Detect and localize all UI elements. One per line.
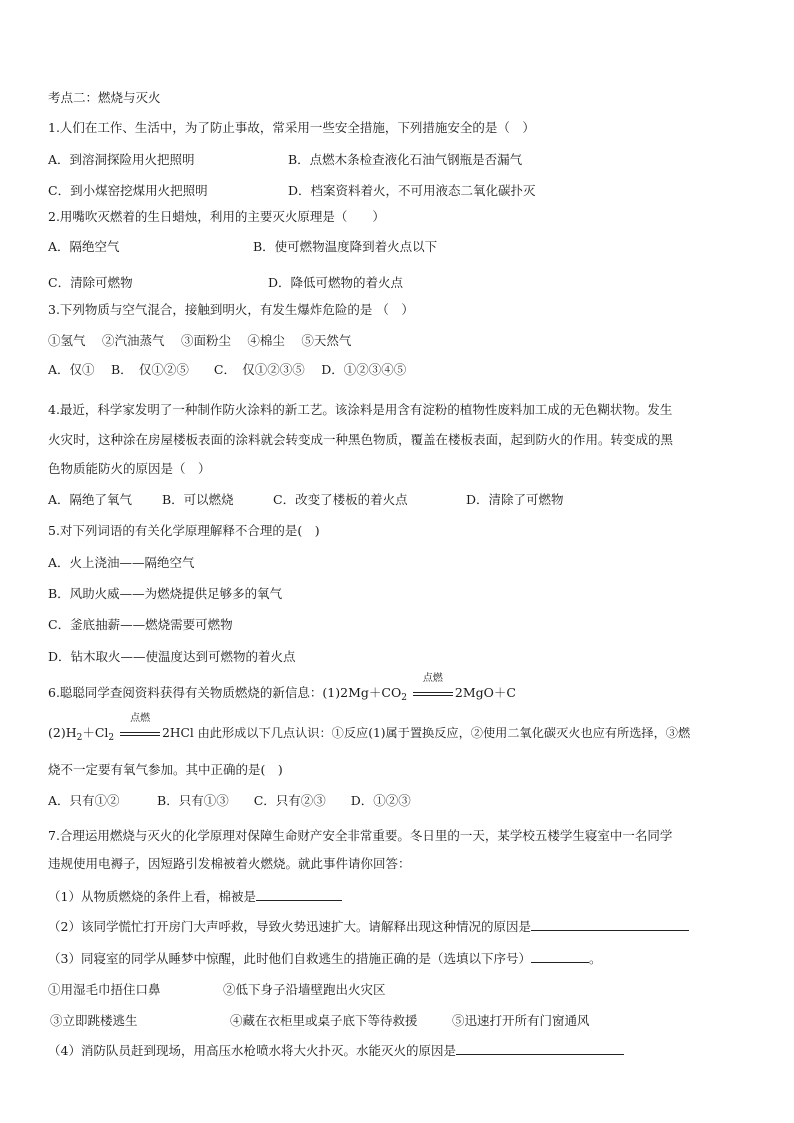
- question-7-part-3-text: （3）同寝室的同学从睡梦中惊醒，此时他们自救逃生的措施正确的是（选填以下序号）: [48, 951, 531, 966]
- question-2-option-b: B．使可燃物温度降到着火点以下: [253, 239, 438, 254]
- question-5-stem: 5.对下列词语的有关化学原理解释不合理的是( ): [48, 523, 320, 538]
- question-3-stem: 3.下列物质与空气混合，接触到明火，有发生爆炸危险的是 （ ）: [48, 302, 414, 317]
- equation-2-h: (2)H: [48, 725, 77, 740]
- question-7-option-4: ④藏在衣柜里或桌子底下等待救援: [230, 1013, 418, 1028]
- question-4-line-1: 4.最近，科学家发明了一种制作防火涂料的新工艺。该涂料是用含有淀粉的植物性废料加工成的无色糊状物。发生: [48, 402, 673, 417]
- question-1-option-c: C．到小煤窑挖煤用火把照明: [48, 183, 208, 198]
- question-5-option-b: B．风助火威——为燃烧提供足够多的氧气: [48, 586, 283, 601]
- answer-blank-3[interactable]: [531, 950, 589, 963]
- question-7-line-1: 7.合理运用燃烧与灭火的化学原理对保障生命财产安全非常重要。冬日里的一天，某学校五楼学生寝室中一名同学: [48, 828, 673, 843]
- question-4-option-b: B．可以燃烧: [162, 492, 234, 507]
- question-5-option-c: C．釜底抽薪——燃烧需要可燃物: [48, 617, 233, 632]
- question-2-stem: 2.用嘴吹灭燃着的生日蜡烛，利用的主要灭火原理是（ ）: [48, 209, 385, 224]
- question-2-option-c: C．清除可燃物: [48, 275, 133, 290]
- question-1-stem: 1.人们在工作、生活中，为了防止事故，常采用一些安全措施，下列措施安全的是（ ）: [48, 120, 535, 135]
- question-1-option-b: B．点燃木条检查液化石油气钢瓶是否漏气: [288, 152, 523, 167]
- question-7-part-1-text: （1）从物质燃烧的条件上看，棉被是: [48, 889, 256, 904]
- question-7-part-4-text: （4）消防队员赶到现场，用高压水枪喷水将大火扑灭。水能灭火的原因是: [48, 1043, 456, 1058]
- question-7-line-2: 违规使用电褥子，因短路引发棉被着火燃烧。就此事件请你回答：: [48, 856, 411, 871]
- equation-2-cl: ＋Cl: [82, 725, 109, 740]
- question-6-line-1: [48, 673, 516, 706]
- reaction-arrow-2: [120, 713, 160, 741]
- question-5-option-d: D．钻木取火——使温度达到可燃物的着火点: [48, 649, 296, 664]
- question-4-option-d: D．清除了可燃物: [466, 492, 564, 507]
- question-7-part-3: [48, 950, 601, 967]
- section-title: 考点二：燃烧与灭火: [48, 90, 161, 105]
- question-7-part-1: [48, 888, 342, 905]
- question-4-line-2: 火灾时，这种涂在房屋楼板表面的涂料就会转变成一种黑色物质，覆盖在楼板表面，起到防火的作用。转变成的黑: [48, 432, 674, 447]
- question-6-product-2: 2HCl 由此形成以下几点认识：①反应(1)属于置换反应，②使用二氧化碳灭火也应有所选择，③燃: [162, 726, 691, 740]
- question-5-option-a: A．火上浇油——隔绝空气: [48, 555, 195, 570]
- question-7-option-2: ②低下身子沿墙壁跑出火灾区: [223, 982, 386, 997]
- question-3-options: A．仅① B． 仅①②⑤ C． 仅①②③⑤ D．①②③④⑤: [48, 362, 407, 377]
- question-7-part-4: [48, 1042, 624, 1059]
- reaction-condition-1: 点燃: [422, 673, 443, 684]
- question-7-option-1: ①用湿毛巾捂住口鼻: [48, 982, 161, 997]
- question-7-option-5: ⑤迅速打开所有门窗通风: [452, 1013, 590, 1028]
- cl2-subscript: 2: [108, 733, 115, 743]
- question-4-line-3: 色物质能防火的原因是（ ）: [48, 461, 211, 476]
- question-4-option-a: A．隔绝了氧气: [48, 492, 133, 507]
- question-4-option-c: C．改变了楼板的着火点: [273, 492, 408, 507]
- question-6-product-1: 2MgO＋C: [454, 685, 516, 700]
- reaction-condition-2: 点燃: [130, 713, 151, 724]
- co2-subscript: 2: [401, 693, 407, 703]
- reaction-arrow-1: [413, 673, 453, 701]
- question-7-option-3: ③立即跳楼逃生: [50, 1013, 138, 1028]
- question-2-option-a: A．隔绝空气: [48, 239, 120, 254]
- question-2-option-d: D．降低可燃物的着火点: [268, 275, 404, 290]
- h2-subscript: 2: [76, 733, 83, 743]
- question-6-line-2: [48, 713, 691, 746]
- question-6-intro: 6.聪聪同学查阅资料获得有关物质燃烧的新信息：(1)2Mg＋CO: [48, 685, 402, 700]
- question-1-option-d: D．档案资料着火，不可用液态二氧化碳扑灭: [288, 183, 536, 198]
- question-3-items: ①氢气 ②汽油蒸气 ③面粉尘 ④棉尘 ⑤天然气: [48, 333, 352, 348]
- answer-blank-4[interactable]: [456, 1042, 624, 1055]
- answer-blank-1[interactable]: [256, 888, 342, 901]
- question-7-part-3-end: 。: [588, 951, 602, 966]
- question-6-options: A．只有①② B．只有①③ C．只有②③ D．①②③: [48, 793, 411, 808]
- question-6-line-3: 烧不一定要有氧气参加。其中正确的是( ): [48, 762, 283, 777]
- question-7-part-2-text: （2）该同学慌忙打开房门大声呼救，导致火势迅速扩大。请解释出现这种情况的原因是: [48, 919, 531, 934]
- question-7-part-2: [48, 918, 689, 935]
- answer-blank-2[interactable]: [531, 918, 689, 931]
- question-1-option-a: A．到溶洞探险用火把照明: [48, 152, 195, 167]
